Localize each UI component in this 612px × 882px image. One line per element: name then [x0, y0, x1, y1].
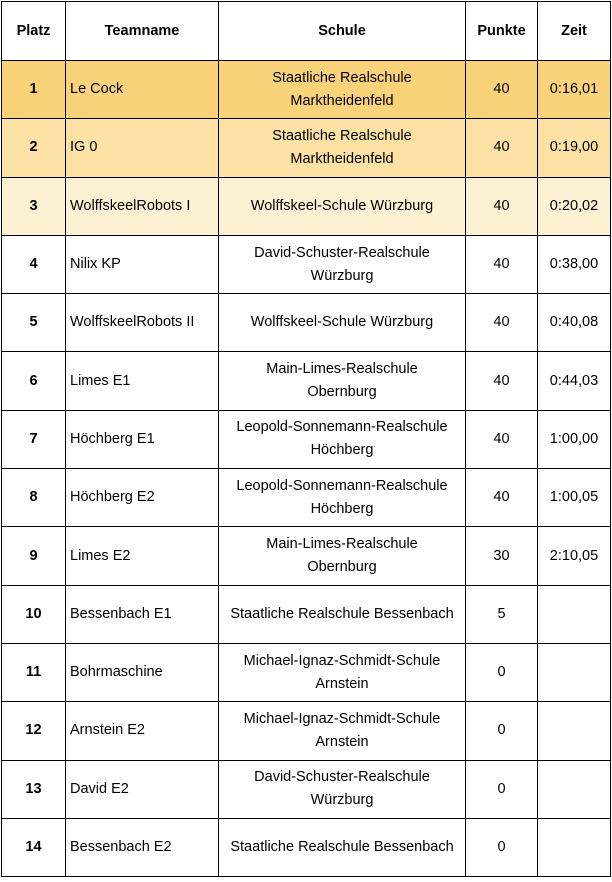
platz-cell: 6 — [2, 352, 66, 410]
team-name-cell: IG 0 — [66, 119, 219, 177]
platz-cell: 2 — [2, 119, 66, 177]
school-location-line: Obernburg — [307, 384, 377, 401]
table-row — [2, 760, 611, 818]
header-platz: Platz — [2, 2, 66, 61]
school-cell — [219, 235, 466, 293]
header-schule: Schule — [219, 2, 466, 61]
team-name-cell: Le Cock — [66, 61, 219, 119]
school-cell — [219, 702, 466, 760]
school-name-line: Main-Limes-Realschule — [266, 361, 418, 378]
platz-cell: 7 — [2, 410, 66, 468]
table-row — [2, 235, 611, 293]
points-cell: 40 — [466, 410, 538, 468]
school-location-line: Würzburg — [310, 792, 374, 809]
platz-cell: 8 — [2, 469, 66, 527]
time-cell: 0:16,01 — [538, 61, 611, 119]
results-table — [1, 1, 611, 877]
header-punkte: Punkte — [466, 2, 538, 61]
team-name-cell: WolffskeelRobots I — [66, 177, 219, 235]
platz-cell: 3 — [2, 177, 66, 235]
points-cell: 30 — [466, 527, 538, 585]
school-cell — [219, 585, 466, 643]
team-name-cell: Bessenbach E2 — [66, 818, 219, 876]
school-location-line: Würzburg — [310, 267, 374, 284]
school-cell — [219, 177, 466, 235]
school-cell — [219, 352, 466, 410]
school-name-line: Michael-Ignaz-Schmidt-Schule — [243, 710, 441, 727]
school-name-line: Leopold-Sonnemann-Realschule — [236, 419, 448, 436]
school-cell — [219, 527, 466, 585]
table-row — [2, 469, 611, 527]
school-cell — [219, 760, 466, 818]
team-name-cell: Höchberg E1 — [66, 410, 219, 468]
table-row — [2, 643, 611, 701]
team-name-cell: WolffskeelRobots II — [66, 294, 219, 352]
team-name-cell: Arnstein E2 — [66, 702, 219, 760]
school-location-line: Arnstein — [315, 733, 369, 750]
platz-cell: 9 — [2, 527, 66, 585]
team-name-cell: Bohrmaschine — [66, 643, 219, 701]
school-name-line: Leopold-Sonnemann-Realschule — [236, 477, 448, 494]
points-cell: 40 — [466, 294, 538, 352]
table-row — [2, 585, 611, 643]
points-cell: 40 — [466, 119, 538, 177]
school-cell — [219, 294, 466, 352]
points-cell: 5 — [466, 585, 538, 643]
points-cell: 0 — [466, 818, 538, 876]
platz-cell: 11 — [2, 643, 66, 701]
school-cell — [219, 818, 466, 876]
time-cell: 0:20,02 — [538, 177, 611, 235]
team-name-cell: Nilix KP — [66, 235, 219, 293]
time-cell: 0:19,00 — [538, 119, 611, 177]
platz-cell: 10 — [2, 585, 66, 643]
time-cell — [538, 818, 611, 876]
school-location-line: Obernburg — [307, 559, 377, 576]
school-cell — [219, 119, 466, 177]
time-cell — [538, 702, 611, 760]
table-row — [2, 294, 611, 352]
points-cell: 0 — [466, 702, 538, 760]
team-name-cell: David E2 — [66, 760, 219, 818]
table-row — [2, 119, 611, 177]
school-cell — [219, 469, 466, 527]
platz-cell: 14 — [2, 818, 66, 876]
school-name-line: Staatliche Realschule Bessenbach — [230, 605, 454, 622]
school-name-line: Wolffskeel-Schule Würzburg — [250, 314, 434, 331]
time-cell — [538, 643, 611, 701]
time-cell: 2:10,05 — [538, 527, 611, 585]
time-cell: 0:38,00 — [538, 235, 611, 293]
table-row — [2, 61, 611, 119]
header-teamname: Teamname — [66, 2, 219, 61]
time-cell: 1:00,00 — [538, 410, 611, 468]
table-row — [2, 352, 611, 410]
results-body — [2, 61, 611, 877]
time-cell: 1:00,05 — [538, 469, 611, 527]
points-cell: 40 — [466, 352, 538, 410]
table-row — [2, 527, 611, 585]
school-location-line: Marktheidenfeld — [290, 92, 394, 109]
school-name-line: David-Schuster-Realschule — [254, 769, 430, 786]
points-cell: 0 — [466, 643, 538, 701]
school-cell — [219, 61, 466, 119]
platz-cell: 4 — [2, 235, 66, 293]
school-location-line: Höchberg — [310, 500, 374, 517]
team-name-cell: Limes E1 — [66, 352, 219, 410]
time-cell — [538, 585, 611, 643]
table-row — [2, 177, 611, 235]
school-name-line: Staatliche Realschule — [272, 127, 412, 144]
team-name-cell: Bessenbach E1 — [66, 585, 219, 643]
platz-cell: 13 — [2, 760, 66, 818]
table-row — [2, 818, 611, 876]
school-location-line: Höchberg — [310, 442, 374, 459]
school-cell — [219, 410, 466, 468]
platz-cell: 5 — [2, 294, 66, 352]
table-row — [2, 702, 611, 760]
team-name-cell: Limes E2 — [66, 527, 219, 585]
time-cell — [538, 760, 611, 818]
team-name-cell: Höchberg E2 — [66, 469, 219, 527]
school-name-line: Wolffskeel-Schule Würzburg — [250, 197, 434, 214]
points-cell: 40 — [466, 235, 538, 293]
time-cell: 0:44,03 — [538, 352, 611, 410]
platz-cell: 1 — [2, 61, 66, 119]
header-row — [2, 2, 611, 61]
school-name-line: Main-Limes-Realschule — [266, 536, 418, 553]
table-row — [2, 410, 611, 468]
school-cell — [219, 643, 466, 701]
time-cell: 0:40,08 — [538, 294, 611, 352]
school-name-line: Staatliche Realschule — [272, 69, 412, 86]
points-cell: 0 — [466, 760, 538, 818]
school-location-line: Arnstein — [315, 675, 369, 692]
points-cell: 40 — [466, 469, 538, 527]
points-cell: 40 — [466, 61, 538, 119]
platz-cell: 12 — [2, 702, 66, 760]
school-name-line: Michael-Ignaz-Schmidt-Schule — [243, 652, 441, 669]
school-location-line: Marktheidenfeld — [290, 150, 394, 167]
school-name-line: David-Schuster-Realschule — [254, 244, 430, 261]
school-name-line: Staatliche Realschule Bessenbach — [230, 839, 454, 855]
points-cell: 40 — [466, 177, 538, 235]
header-zeit: Zeit — [538, 2, 611, 61]
